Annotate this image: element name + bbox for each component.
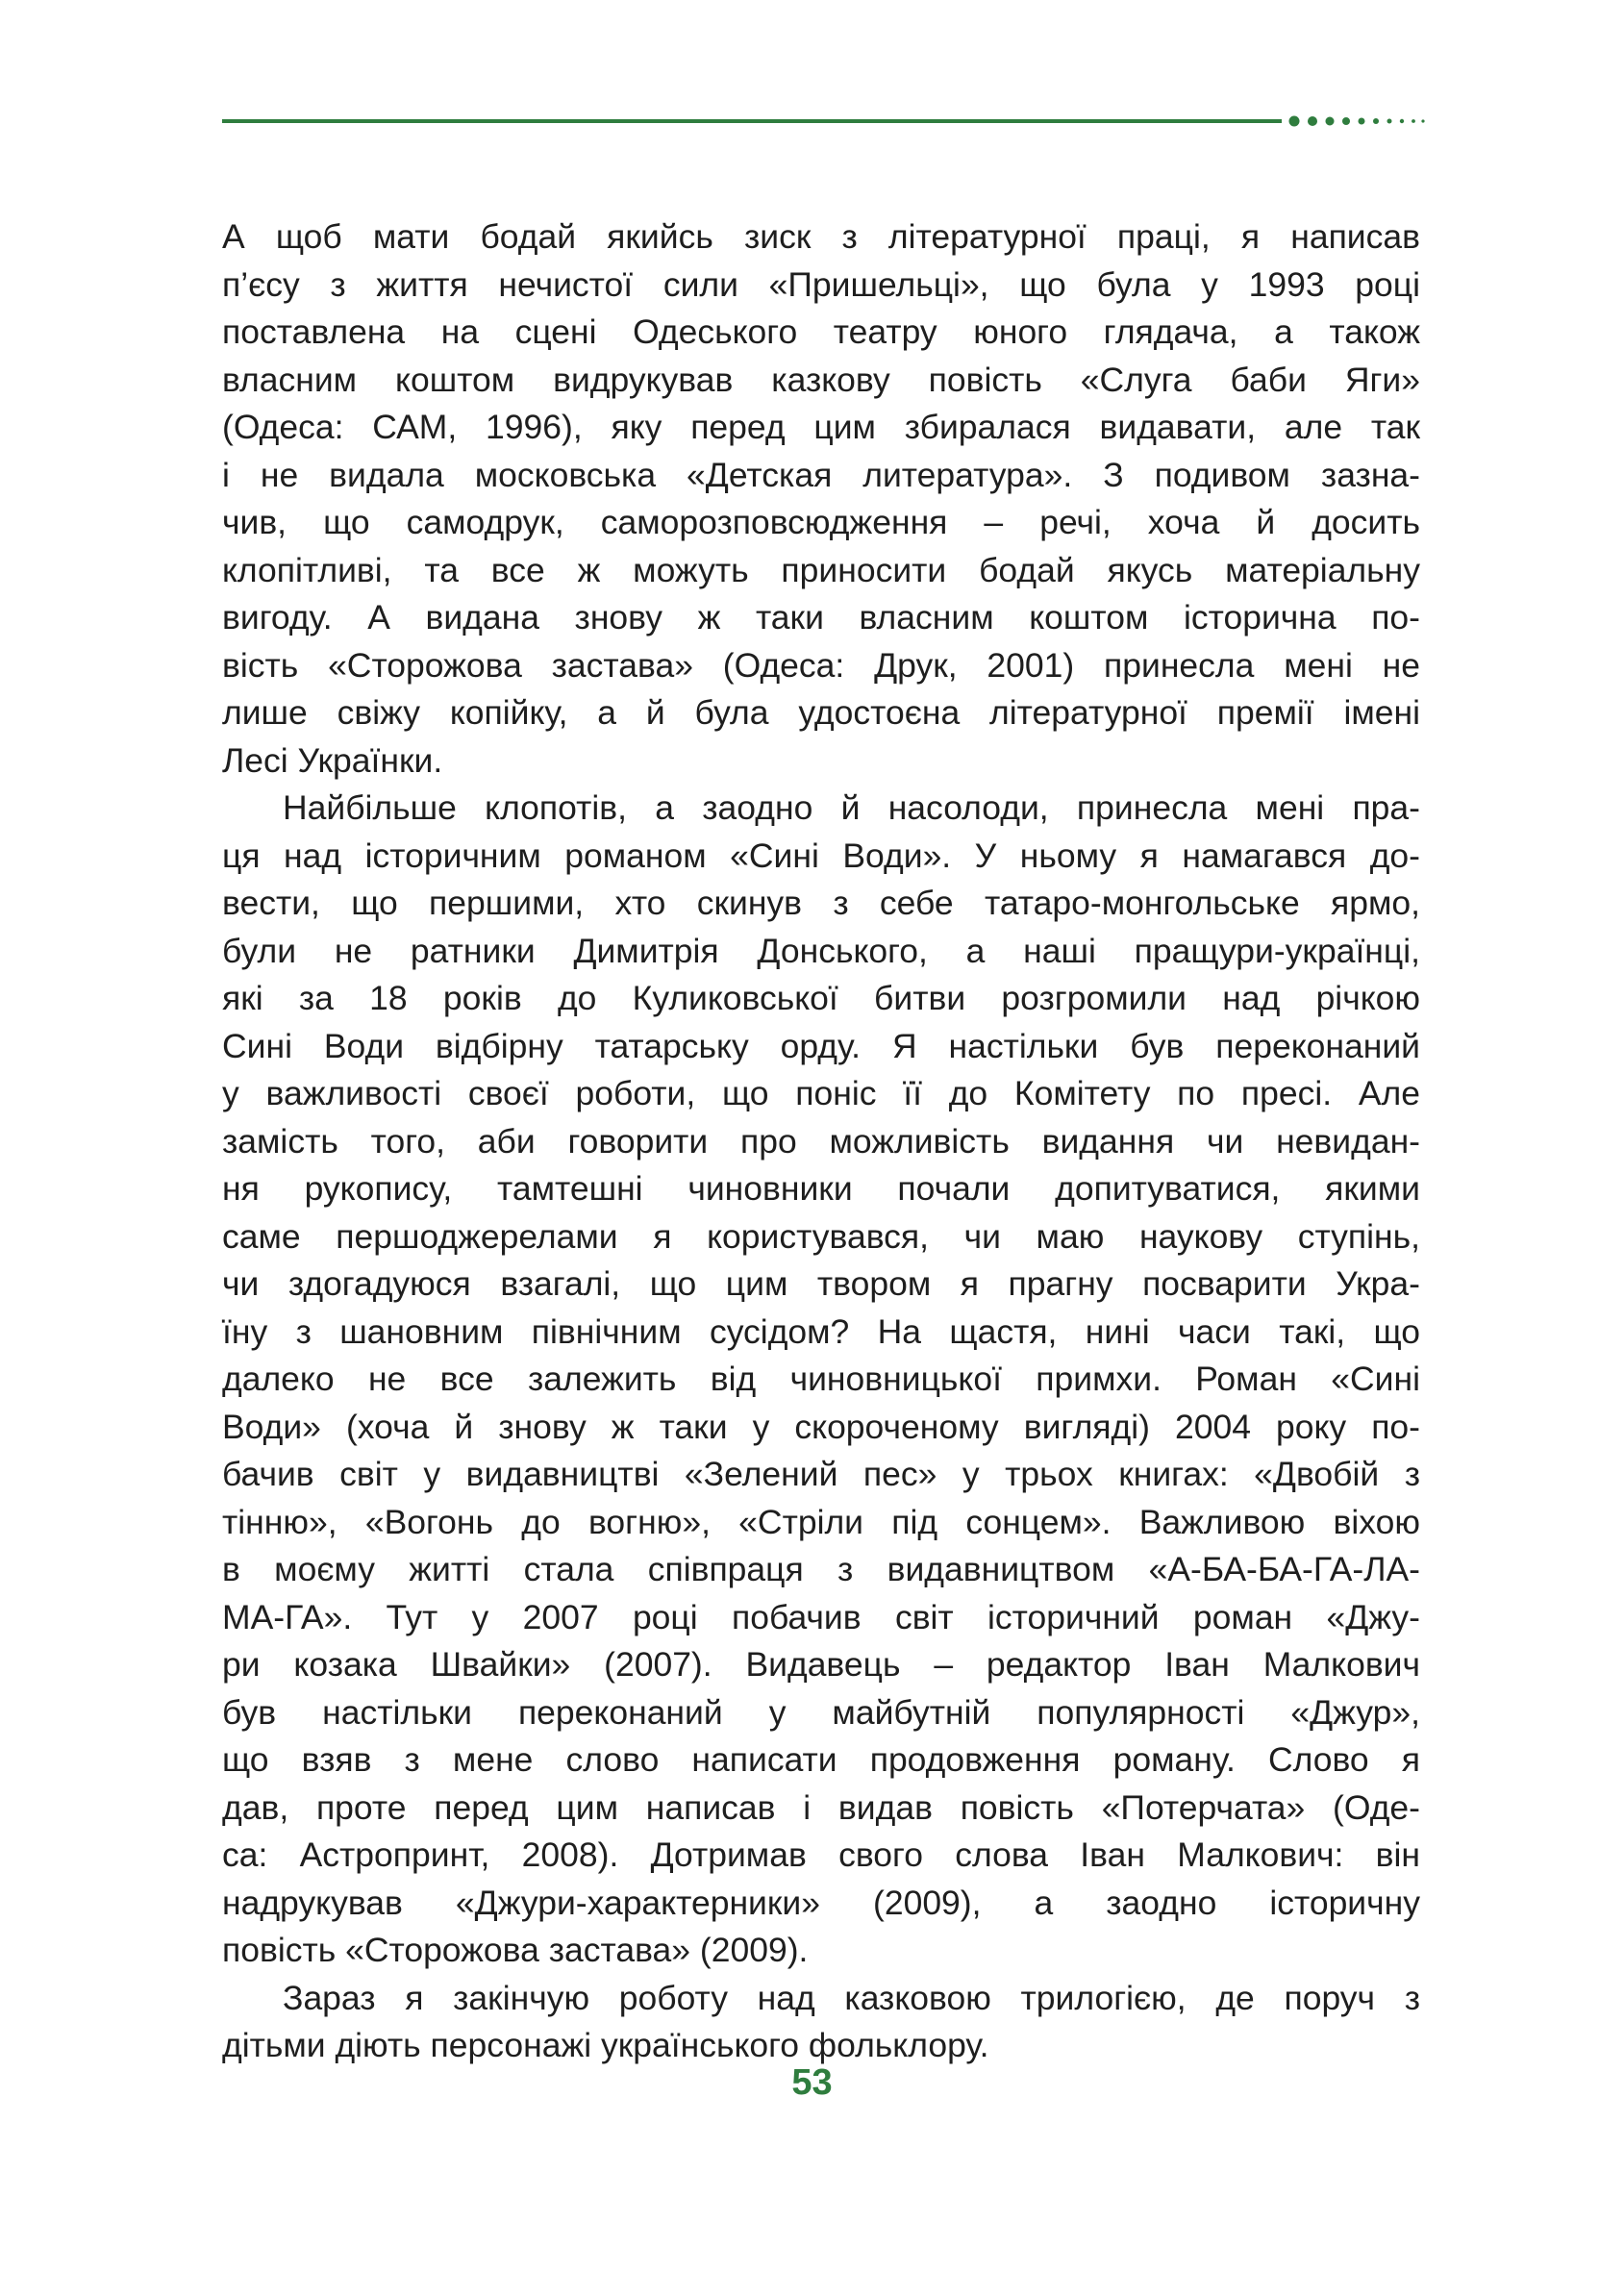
text-line: са: Астропринт, 2008). Дотримав свого слова Іван Малкович: він xyxy=(222,1835,1420,1874)
text-line: ця над історичним романом «Сині Води». У ньому я намагався до- xyxy=(222,836,1420,875)
text-line: їну з шановним північним сусідом? На щастя, нині часи такі, що xyxy=(222,1311,1420,1351)
text-line: були не ратники Димитрія Донського, а наші пращури-українці, xyxy=(222,931,1420,970)
text-line: надрукував «Джури-характерники» (2009), а заодно історичну xyxy=(222,1883,1420,1922)
text-line: дітьми діють персонажі українського фольклору. xyxy=(222,2026,989,2064)
text-line: Лесі Українки. xyxy=(222,740,443,780)
text-line: клопітливі, та все ж можуть приносити бодай якусь матеріальну xyxy=(222,550,1420,589)
text-line: і не видала московська «Детская литература». З подивом зазна- xyxy=(222,455,1420,494)
header-dots-ornament xyxy=(1287,112,1426,131)
text-line: чи здогадуюся взагалі, що цим твором я прагну посварити Укра- xyxy=(222,1264,1420,1303)
paragraph xyxy=(222,785,1420,1975)
text-line: п’єсу з життя нечистої сили «Пришельці», що була у 1993 році xyxy=(222,264,1420,304)
page-number: 53 xyxy=(791,2062,833,2103)
text-line: МА-ГА». Тут у 2007 році побачив світ історичний роман «Джу- xyxy=(222,1597,1420,1636)
text-line: дав, проте перед цим написав і видав повість «Потерчата» (Оде- xyxy=(222,1787,1420,1827)
paragraph xyxy=(222,213,1420,785)
text-line: вигоду. А видана знову ж таки власним коштом історична по- xyxy=(222,598,1420,637)
text-line: саме першоджерелами я користувався, чи маю наукову ступінь, xyxy=(222,1216,1420,1256)
text-line: лише свіжу копійку, а й була удостоєна літературної премії імені xyxy=(222,693,1420,732)
text-line: тінню», «Вогонь до вогню», «Стріли під сонцем». Важливою віхою xyxy=(222,1502,1420,1541)
text-line: вести, що першими, хто скинув з себе татаро-монгольське ярмо, xyxy=(222,884,1420,922)
text-line: ня рукопису, тамтешні чиновники почали допитуватися, якими xyxy=(222,1169,1420,1208)
text-line: був настільки переконаний у майбутній популярності «Джур», xyxy=(222,1692,1420,1732)
body-text xyxy=(222,213,1420,2070)
text-line: чив, що самодрук, саморозповсюдження – речі, хоча й досить xyxy=(222,503,1420,541)
text-line: повість «Сторожова застава» (2009). xyxy=(222,1931,809,1969)
text-line: вість «Сторожова застава» (Одеса: Друк, 2001) принесла мені не xyxy=(222,645,1420,685)
text-line: які за 18 років до Куликовської битви розгромили над річкою xyxy=(222,979,1420,1017)
text-line: що взяв з мене слово написати продовження роману. Слово я xyxy=(222,1740,1420,1779)
text-line: ри козака Швайки» (2007). Видавець – редактор Іван Малкович xyxy=(222,1645,1420,1684)
text-line: замість того, аби говорити про можливість видання чи невидан- xyxy=(222,1121,1420,1161)
text-line: Сині Води відбірну татарську орду. Я настільки був переконаний xyxy=(222,1026,1420,1065)
text-line: Найбільше клопотів, а заодно й насолоди, принесла мені пра- xyxy=(283,788,1420,827)
text-line: Води» (хоча й знову ж таки у скороченому вигляді) 2004 року по- xyxy=(222,1407,1420,1446)
text-line: власним коштом видрукував казкову повість «Слуга баби Яги» xyxy=(222,360,1420,399)
text-line: у важливості своєї роботи, що поніс її до Комітету по пресі. Але xyxy=(222,1074,1420,1112)
text-line: бачив світ у видавництві «Зелений пес» у трьох книгах: «Двобій з xyxy=(222,1455,1420,1493)
text-line: далеко не все залежить від чиновницької примхи. Роман «Сині xyxy=(222,1360,1420,1398)
text-line: Зараз я закінчую роботу над казковою трилогією, де поруч з xyxy=(283,1978,1420,2017)
text-line: А щоб мати бодай якийсь зиск з літературної праці, я написав xyxy=(222,217,1420,256)
text-line: (Одеса: САМ, 1996), яку перед цим збиралася видавати, але так xyxy=(222,408,1420,446)
paragraph xyxy=(222,1975,1420,2070)
text-line: поставлена на сцені Одеського театру юного глядача, а також xyxy=(222,312,1420,351)
header-rule xyxy=(222,119,1282,123)
text-line: в моєму житті стала співпраця з видавництвом «А-БА-БА-ГА-ЛА- xyxy=(222,1550,1420,1588)
